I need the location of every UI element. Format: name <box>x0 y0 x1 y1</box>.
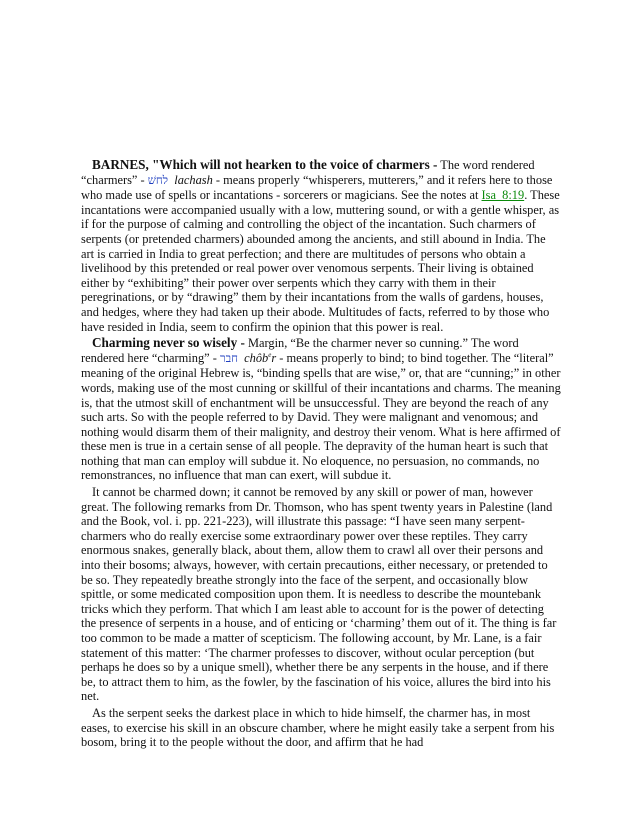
paragraph-thomson: It cannot be charmed down; it cannot be removed by any skill or power of man, however great. The following remarks from Dr. Thomson, who has spent twenty years in Palestine (land and the Book, vol. i. pp. 221-223), will illustrate this passage: “I have seen many serpent-charmers who do really exercise some extraordinary power over these reptiles. They carry enormous snakes, generally black, about them, allow them to crawl all over their persons and into their bosoms; always, however, with certain precautions, either necessary, or pretended to be so. They repeatedly breathe strongly into the face of the serpent, and occasionally blow spittle, or some medicated composition upon them. It is needless to describe the mountebank tricks which they perform. That which I am least able to account for is the power of detecting the presence of serpents in a house, and of enticing or ‘charming’ them out of it. The thing is far too common to be made a matter of scepticism. The following account, by Mr. Lane, is a fair statement of this matter: ‘The charmer professes to discover, without ocular perception (but perhaps he does so by a unique smell), whether there be any serpents in the house, and if there be, to attract them to him, as the fowler, by the fascination of his voice, allures the bird into his net. <box>81 485 557 704</box>
paragraph-charming <box>81 336 561 483</box>
scripture-reference-link[interactable]: Isa_8:19 <box>481 188 525 203</box>
paragraph-barnes <box>81 158 561 334</box>
paragraph-lead: Charming never so wisely - <box>92 335 245 351</box>
paragraph-text: - means properly “whisperers, mutterers,” and it refers here to those who made use of spells or incantations - sorcerers or magicians. See the notes at <box>81 172 553 203</box>
transliteration: lachash <box>174 172 213 187</box>
hebrew-word: לחשׁ <box>147 174 169 187</box>
paragraph-text: The word rendered “charmers” - <box>81 158 535 187</box>
paragraph-lead: BARNES, "Which will not hearken to the voice of charmers - <box>92 157 438 172</box>
hebrew-word: חבר <box>219 352 238 365</box>
paragraph-text: Margin, “Be the charmer never so cunning.” The word rendered here “charming” - <box>81 336 519 365</box>
transliteration: chôb$^e$r <box>244 350 277 365</box>
document-page <box>81 158 561 752</box>
paragraph-text: . These incantations were accompanied usually with a low, muttering sound, or with a gentle whisper, as if for the purpose of calming and controlling the object of the incantation. Such charmers of serpents (or pretended charmers) abounded among the ancients, and still abound in India. The art is carried in India to great perfection; and there are multitudes of persons who obtain a livelihood by this pretended or real power over venomous serpents. Their living is obtained either by “exhibiting” their power over serpents which they carry with them in their peregrinations, or by “drawing” them by their incantations from the walls of gardens, houses, and hedges, where they had taken up their abode. Multitudes of facts, referred to by those who have resided in India, seem to confirm the opinion that this power is real. <box>81 188 560 334</box>
paragraph-serpent: As the serpent seeks the darkest place in which to hide himself, the charmer has, in most eases, to exercise his skill in an obscure chamber, where he might easily take a serpent from his bosom, bring it to the people without the door, and affirm that he had <box>81 705 555 750</box>
paragraph-text: - means properly to bind; to bind together. The “literal” meaning of the original Hebrew is, “binding spells that are wise,” or, that are “cunning;” in other words, making use of the most cunning or skillful of their incantations and charms. The meaning is, that the utmost skill of enchantment will be unsuccessful. They are beyond the reach of any such arts. So with the people referred to by David. They were malignant and venomous; and nothing would disarm them of their malignity, and destroy their venom. What is here affirmed of these men is true in a certain sense of all people. The depravity of the human heart is such that nothing that man can employ will subdue it. No eloquence, no persuasion, no commands, no remonstrances, no influence that man can exert, will subdue it. <box>81 350 561 483</box>
